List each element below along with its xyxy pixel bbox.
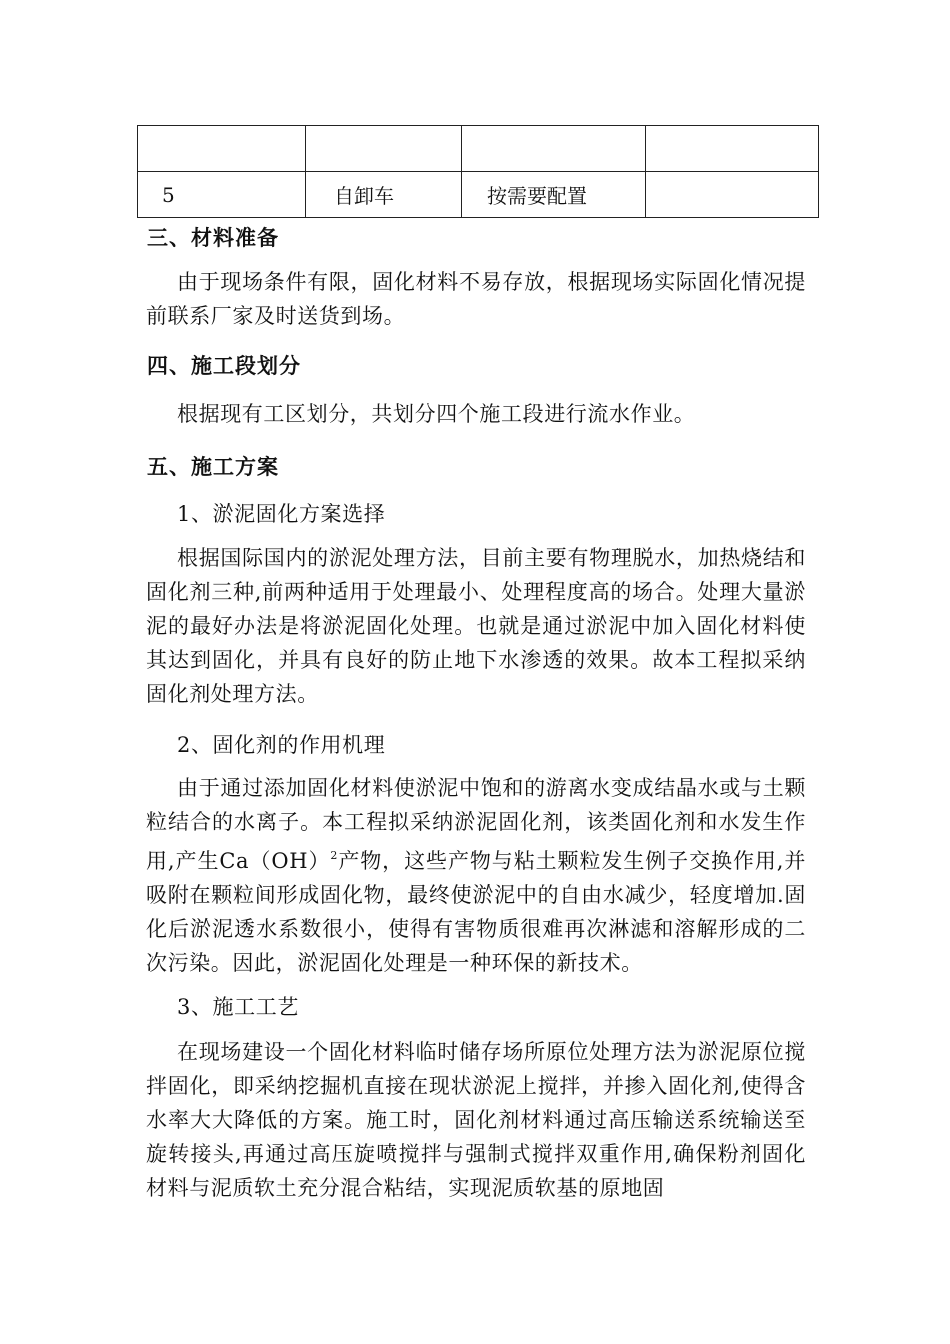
materials-paragraph: 由于现场条件有限，固化材料不易存放，根据现场实际固化情况提前联系厂家及时送货到场。 <box>146 270 806 328</box>
equipment-quantity: 按需要配置 <box>487 184 587 208</box>
section-heading-plan: 五、施工方案 <box>147 455 279 479</box>
table-cell <box>306 172 462 218</box>
table-cell <box>462 172 646 218</box>
equipment-table <box>137 125 819 218</box>
subsection-mechanism: 2、固化剂的作用机理 <box>177 733 386 757</box>
row-number: 5 <box>162 182 175 207</box>
solidification-choice-paragraph: 根据国际国内的淤泥处理方法，目前主要有物理脱水，加热烧结和固化剂三种,前两种适用于处理最小、处理程度高的场合。处理大量淤泥的最好办法是将淤泥固化处理。也就是通过淤泥中加入固化材料使其达到固化，并具有良好的防止地下水渗透的效果。故本工程拟采纳固化剂处理方法。 <box>146 546 806 706</box>
table-row <box>138 172 819 218</box>
table-cell <box>306 126 462 172</box>
equipment-name: 自卸车 <box>334 184 394 208</box>
process-paragraph: 在现场建设一个固化材料临时储存场所原位处理方法为淤泥原位搅拌固化，即采纳挖掘机直接在现状淤泥上搅拌，并掺入固化剂,使得含水率大大降低的方案。施工时，固化剂材料通过高压输送系统输送至旋转接头,再通过高压旋喷搅拌与强制式搅拌双重作用,确保粉剂固化材料与泥质软土充分混合粘结，实现泥质软基的原地固 <box>146 1040 806 1200</box>
section-heading-stages: 四、施工段划分 <box>147 354 301 378</box>
subsection-solidification-choice: 1、淤泥固化方案选择 <box>177 502 386 526</box>
table-cell <box>138 126 306 172</box>
mechanism-paragraph: 由于通过添加固化材料使淤泥中饱和的游离水变成结晶水或与土颗粒结合的水离子。本工程拟采纳淤泥固化剂，该类固化剂和水发生作用,产生Ca（OH）$^2$产物，这些产物与粘土颗粒发生例子交换作用,并吸附在颗粒间形成固化物，最终使淤泥中的自由水减少，轻度增加.固化后淤泥透水系数很小，使得有害物质很难再次淋滤和溶解形成的二次污染。因此，淤泥固化处理是一种环保的新技术。 <box>146 776 807 975</box>
table-cell <box>646 126 819 172</box>
table-cell <box>646 172 819 218</box>
subsection-process: 3、施工工艺 <box>177 995 299 1019</box>
stages-paragraph: 根据现有工区划分，共划分四个施工段进行流水作业。 <box>177 402 696 426</box>
table-cell <box>138 172 306 218</box>
section-heading-materials: 三、材料准备 <box>147 226 279 250</box>
table-cell <box>462 126 646 172</box>
table-row <box>138 126 819 172</box>
